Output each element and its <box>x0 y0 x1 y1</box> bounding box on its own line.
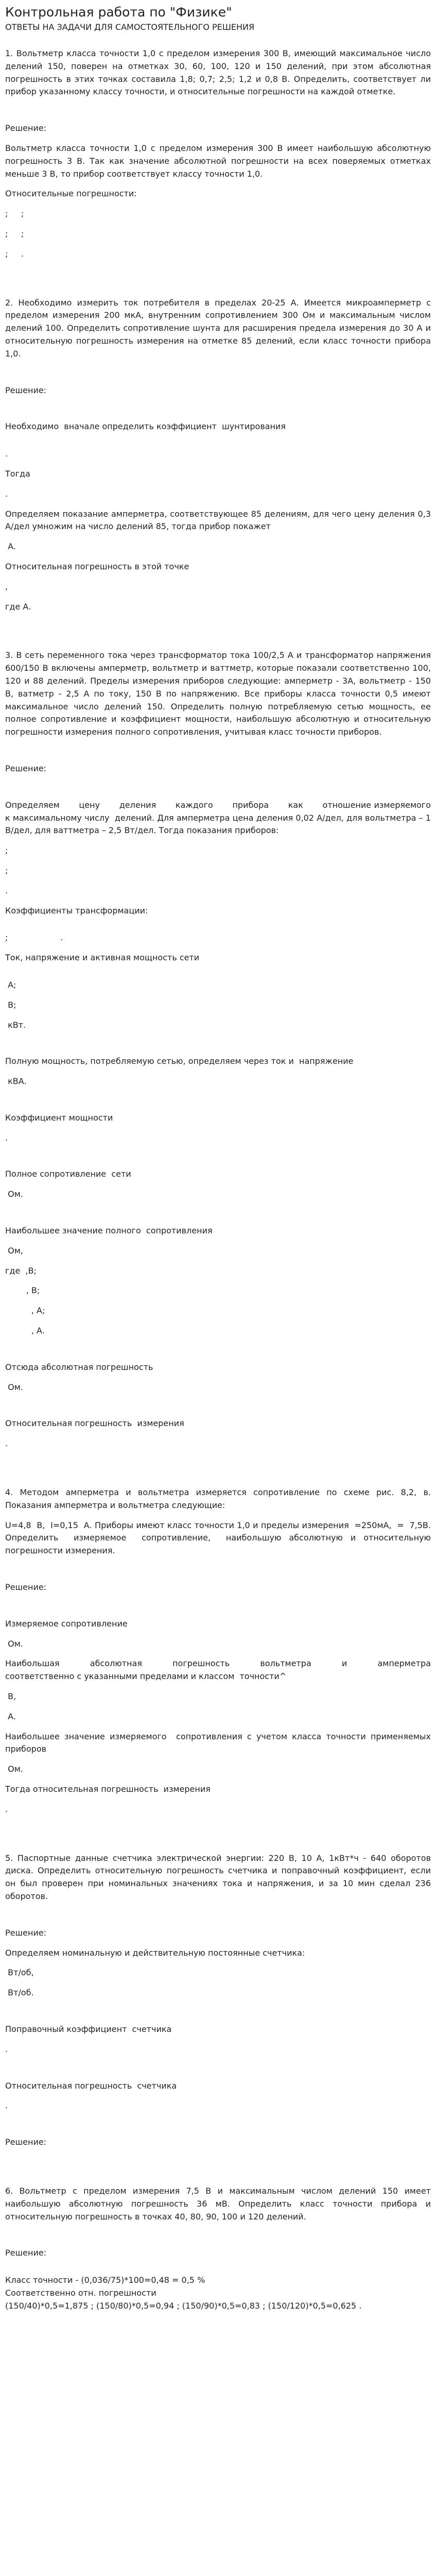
formula-line: ; . <box>5 933 63 943</box>
formula-line: В, <box>5 1691 16 1702</box>
problem-6-text: 6. Вольтметр с пределом измерения 7,5 В и максимальным числом делений 150 имеет наибольшую абсолютную погрешность 36 мВ. Определить класс точности прибора и относительную погрешность в точках 40, 80, 90, 100 и 120 делений. <box>5 2185 434 2222</box>
solution-label: Решение: <box>5 2137 47 2147</box>
solution-label: Решение: <box>5 763 47 773</box>
paragraph: Полное сопротивление сети <box>5 1169 131 1179</box>
formula-line: ; ; <box>5 229 24 239</box>
formula-line: Ом. <box>5 1638 23 1649</box>
paragraph: Определяем показание амперметра, соответствующее 85 делениям, для чего цену деления 0,3 А/дел умножим на число делений 85, тогда прибор покажет <box>5 509 434 532</box>
paragraph: Наибольшее значение полного сопротивления <box>5 1226 213 1236</box>
paragraph: Тогда относительная погрешность измерения <box>5 1784 211 1794</box>
paragraph: Относительная погрешность в этой точке <box>5 561 189 571</box>
formula-line: ; <box>5 865 8 875</box>
solution-label: Решение: <box>5 385 47 395</box>
formula-line: ; ; <box>5 209 24 219</box>
solution-label: Решение: <box>5 1582 47 1592</box>
formula-line: . <box>5 1438 8 1449</box>
formula-line: Вт/об, <box>5 1968 34 1978</box>
formula-line: В; <box>5 999 16 1010</box>
paragraph: Наибольшая абсолютная погрешность вольтметра и амперметра соответственно с указанными пределами и классом точности^ <box>5 1658 434 1682</box>
formula-line: , А. <box>5 1326 45 1336</box>
formula-line: , <box>5 581 8 591</box>
paragraph: Полную мощность, потребляемую сетью, определяем через ток и напряжение <box>5 1056 354 1066</box>
solution-label: Решение: <box>5 2248 47 2258</box>
document-title: Контрольная работа по "Физике" <box>5 5 232 20</box>
formula-line: ; <box>5 845 8 856</box>
formula-line: . <box>5 2044 8 2054</box>
paragraph: Вольтметр класса точности 1,0 с пределом измерения 300 В имеет наибольшую абсолютную погрешность 3 В. Так как значение абсолютной погрешности на всех поверяемых отметках меньше 3 В, то прибор соответствует классу точности 1,0. <box>5 143 434 179</box>
paragraph: Измеряемое сопротивление <box>5 1618 128 1629</box>
formula-line: А; <box>5 979 16 990</box>
paragraph: U=4,8 В, I=0,15 А. Приборы имеют класс точности 1,0 и пределы измерения =250мА, = 7,5В. Определить измеряемое сопротивление, наибольшую абсолютную и относительную погрешности измерения. <box>5 1520 436 1556</box>
paragraph: Тогда <box>5 468 30 479</box>
paragraph: Определяем номинальную и действительную постоянные счетчика: <box>5 1947 305 1958</box>
formula-line: кВА. <box>5 1076 27 1087</box>
paragraph: Коэффициенты трансформации: <box>5 905 148 916</box>
paragraph: Класс точности - (0,036/75)*100=0,48 = 0,5 % <box>5 2275 205 2285</box>
formula-line: Вт/об. <box>5 1988 34 1998</box>
formula-line: Ом. <box>5 1764 23 1774</box>
paragraph: Определяем цену деления каждого прибора как отношение измеряемого к максимальному числу делений. Для амперметра цена деления 0,02 А/дел, для вольтметра – 1 В/дел, для ваттметра – 2,5 Вт/дел. Тогда показания приборов: <box>5 800 434 836</box>
paragraph: Коэффициент мощности <box>5 1112 113 1123</box>
formula-line: Ом. <box>5 1382 23 1392</box>
paragraph: Относительная погрешность измерения <box>5 1418 184 1429</box>
paragraph: Относительная погрешность счетчика <box>5 2080 177 2091</box>
formula-line: ; . <box>5 248 24 259</box>
formula-line: А. <box>5 541 16 552</box>
formula-line: Ом, <box>5 1245 23 1256</box>
paragraph: Относительные погрешности: <box>5 189 137 199</box>
formula-line: кВт. <box>5 1020 26 1030</box>
problem-1-text: 1. Вольтметр класса точности 1,0 с пределом измерения 300 В, имеющий максимальное число делений 150, поверен на отметках 30, 60, 100, 120 и 150 делений, при этом абсолютная погрешность в этих точках составила 1,8; 0,7; 2,5; 1,2 и 0,8 В. Определить, соответствует ли прибор указанному классу точности, и относительные погрешности на каждой отметке. <box>5 48 434 97</box>
problem-3-text: 3. В сеть переменного тока через трансформатор тока 100/2,5 А и трансформатор напряжения 600/150 В включены амперметр, вольтметр и ваттметр, которые показали соответственно 100, 120 и 88 делений. Пределы измерения приборов следующие: амперметр - 3А, вольтметр - 150 В, ватметр - 2,5 А по току, 150 В по напряжению. Все приборы класса точности 0,5 имеют максимальное число делений 150. Определить полную потребляемую сетью мощность, ее полное сопротивление и коэффициент мощности, наибольшую абсолютную и относительную погрешности измерения полного сопротивления, учитывая класс точности приборов. <box>5 650 434 737</box>
paragraph: Соответственно отн. погрешности <box>5 2287 156 2298</box>
formula-line: , В; <box>5 1285 40 1296</box>
solution-label: Решение: <box>5 1927 47 1938</box>
paragraph: (150/40)*0,5=1,875 ; (150/80)*0,5=0,94 ; (150/90)*0,5=0,83 ; (150/120)*0,5=0,625 . <box>5 2300 362 2311</box>
problem-4-text: 4. Методом амперметра и вольтметра измеряется сопротивление по схеме рис. 8,2, в. Показания амперметра и вольтметра следующие: <box>5 1487 434 1510</box>
paragraph: Поправочный коэффициент счетчика <box>5 2024 172 2034</box>
formula-line: . <box>5 1132 8 1143</box>
formula-line: Ом. <box>5 1189 23 1199</box>
formula-line: . <box>5 2100 8 2111</box>
document-subtitle: ОТВЕТЫ НА ЗАДАЧИ ДЛЯ САМОСТОЯТЕЛЬНОГО РЕШЕНИЯ <box>5 22 255 32</box>
formula-line: . <box>5 885 8 895</box>
formula-line: . <box>5 488 8 499</box>
formula-line: . <box>5 449 8 459</box>
paragraph: Наибольшее значение измеряемого сопротивления с учетом класса точности применяемых приборов <box>5 1731 434 1754</box>
paragraph: Ток, напряжение и активная мощность сети <box>5 953 200 963</box>
formula-line: А. <box>5 1711 16 1721</box>
problem-5-text: 5. Паспортные данные счетчика электрической энергии: 220 В, 10 А, 1кВт*ч - 640 оборотов диска. Определить относительную погрешность счетчика и поправочный коэффициент, если он был проверен при номинальных значениях тока и напряжения, и за 10 мин сделал 236 оборотов. <box>5 1853 434 1901</box>
problem-2-text: 2. Необходимо измерить ток потребителя в пределах 20-25 А. Имеется микроамперметр с пределом измерения 200 мкА, внутренним сопротивлением 300 Ом и максимальным числом делений 100. Определить сопротивление шунта для расширения предела измерения до 30 А и относительную погрешность измерения на отметке 85 делений, если класс точности прибора 1,0. <box>5 297 434 359</box>
formula-line: , А; <box>5 1306 45 1316</box>
paragraph: Необходимо вначале определить коэффициент шунтирования <box>5 421 286 432</box>
paragraph: где А. <box>5 601 31 612</box>
formula-line: где ,В; <box>5 1265 37 1276</box>
paragraph: Отсюда абсолютная погрешность <box>5 1362 153 1372</box>
solution-label: Решение: <box>5 123 47 133</box>
formula-line: . <box>5 1804 8 1814</box>
